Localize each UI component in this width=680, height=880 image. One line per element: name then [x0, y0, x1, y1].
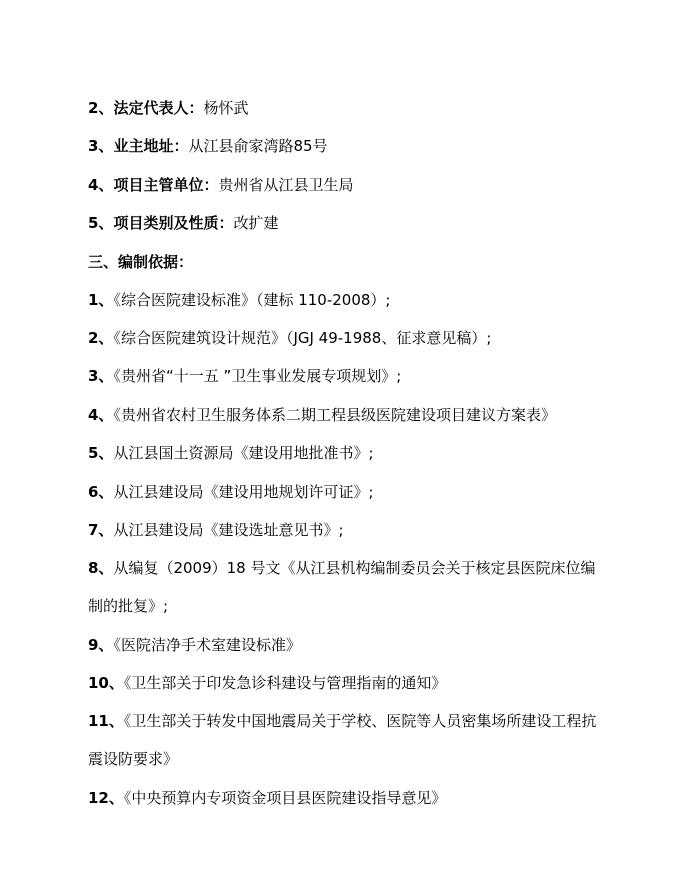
item-label: 业主地址：: [113, 137, 189, 155]
basis-item: [88, 328, 491, 348]
item-legal-representative: [88, 98, 248, 118]
item-number: 5、: [88, 214, 114, 232]
basis-item: [88, 520, 344, 540]
basis-item: [88, 405, 556, 425]
basis-number: 8、: [88, 559, 114, 577]
basis-item-continuation: 制的批复》;: [88, 597, 169, 615]
basis-text: 从江县国土资源局《建设用地批准书》;: [113, 444, 374, 462]
item-value: 改扩建: [233, 214, 279, 232]
basis-text: 《贵州省“十一五 ”卫生事业发展专项规划》;: [113, 367, 402, 385]
basis-number: 9、: [88, 636, 114, 654]
basis-text: 从编复（2009）18 号文《从江县机构编制委员会关于核定县医院床位编: [113, 559, 596, 577]
item-label: 项目类别及性质：: [113, 214, 234, 232]
basis-item: [88, 558, 595, 578]
basis-text: 《中央预算内专项资金项目县医院建设指导意见》: [123, 789, 447, 807]
basis-item: [88, 788, 446, 808]
basis-item: [88, 482, 374, 502]
item-value: 从江县俞家湾路85号: [188, 137, 328, 155]
basis-text: 《贵州省农村卫生服务体系二期工程县级医院建设项目建议方案表》: [113, 406, 556, 424]
basis-item: [88, 635, 301, 655]
basis-text: 《综合医院建筑设计规范》（JGJ 49-1988、征求意见稿）;: [113, 329, 492, 347]
basis-text: 《卫生部关于印发急诊科建设与管理指南的通知》: [123, 674, 447, 692]
basis-text: 《综合医院建设标准》（建标 110-2008）;: [113, 291, 391, 309]
basis-number: 5、: [88, 444, 114, 462]
item-owner-address: [88, 136, 328, 156]
basis-number: 3、: [88, 367, 114, 385]
basis-text: 从江县建设局《建设用地规划许可证》;: [113, 483, 374, 501]
basis-item: [88, 673, 446, 693]
item-supervising-unit: [88, 175, 353, 195]
basis-number: 1、: [88, 291, 114, 309]
basis-number: 4、: [88, 406, 114, 424]
basis-number: 7、: [88, 521, 114, 539]
item-number: 3、: [88, 137, 114, 155]
basis-number: 11、: [88, 712, 124, 730]
basis-number: 12、: [88, 789, 124, 807]
basis-text: 《医院洁净手术室建设标准》: [113, 636, 301, 654]
basis-number: 2、: [88, 329, 114, 347]
basis-item-continuation: 震设防要求》: [88, 750, 179, 768]
item-label: 法定代表人：: [113, 99, 204, 117]
basis-item: [88, 711, 596, 731]
basis-item: [88, 443, 374, 463]
item-label: 项目主管单位：: [113, 176, 219, 194]
basis-text: 从江县建设局《建设选址意见书》;: [113, 521, 344, 539]
basis-number: 6、: [88, 483, 114, 501]
item-number: 4、: [88, 176, 114, 194]
basis-text: 《卫生部关于转发中国地震局关于学校、医院等人员密集场所建设工程抗: [123, 712, 597, 730]
basis-number: 10、: [88, 674, 124, 692]
section-heading: 三、编制依据：: [88, 253, 194, 271]
basis-item: [88, 290, 390, 310]
item-project-category: [88, 213, 278, 233]
item-value: 贵州省从江县卫生局: [218, 176, 354, 194]
basis-item: [88, 366, 401, 386]
item-number: 2、: [88, 99, 114, 117]
item-value: 杨怀武: [203, 99, 249, 117]
